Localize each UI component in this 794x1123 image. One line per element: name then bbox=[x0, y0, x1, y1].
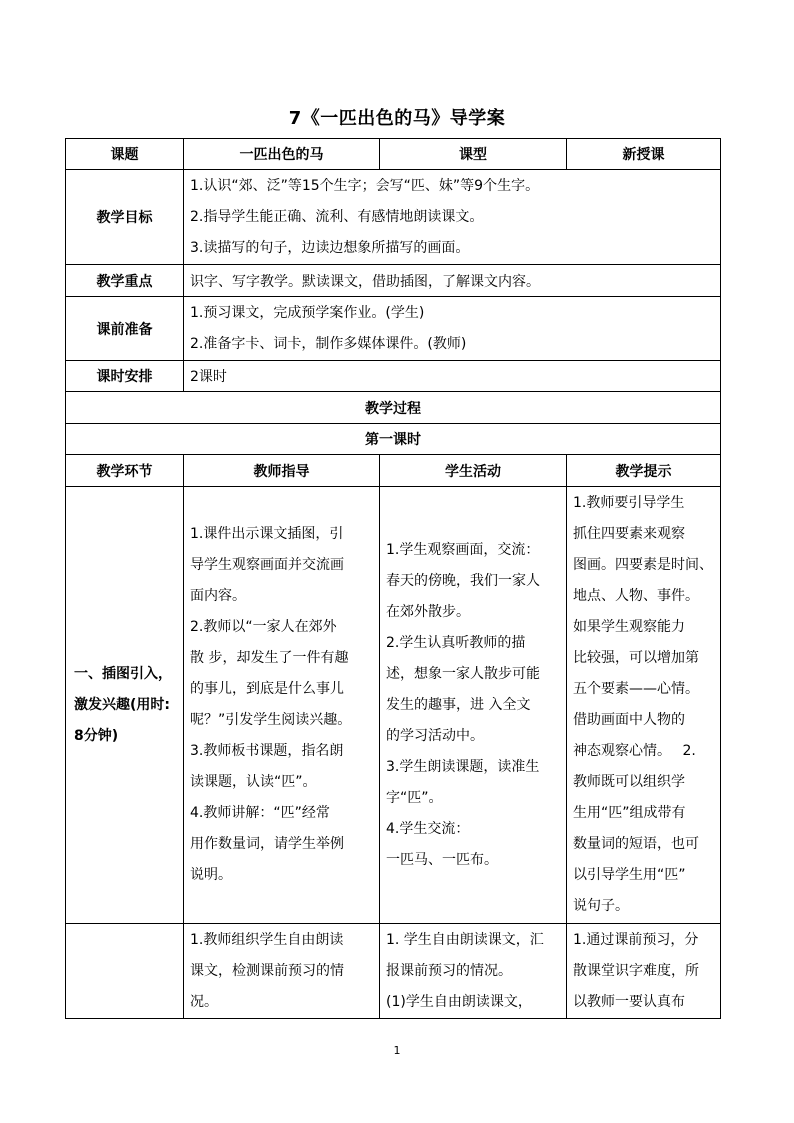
lesson-plan-table bbox=[65, 138, 721, 1019]
tip-line: 以教师一要认真布 bbox=[573, 993, 685, 1010]
column-header: 学生活动 bbox=[380, 455, 567, 487]
schedule-label: 课时安排 bbox=[66, 361, 184, 392]
section2-student bbox=[380, 924, 567, 1019]
teacher-line: 1.教师组织学生自由朗读 bbox=[190, 931, 344, 948]
focus-label: 教学重点 bbox=[66, 265, 184, 297]
teacher-line: 况。 bbox=[190, 993, 218, 1010]
prep-content bbox=[184, 297, 721, 361]
document-title: 7《一匹出色的马》导学案 bbox=[288, 108, 506, 129]
focus-content: 识字、写字教学。默读课文，借助插图，了解课文内容。 bbox=[184, 265, 721, 297]
teacher-line: 课文，检测课前预习的情 bbox=[190, 962, 344, 979]
goals-row bbox=[66, 170, 721, 265]
student-line: 春天的傍晚，我们一家人 bbox=[386, 572, 540, 589]
tip-line: 说句子。 bbox=[573, 898, 629, 914]
student-line: 1. 学生自由朗读课文，汇 bbox=[386, 931, 544, 948]
tip-line: 神态观察心情。 2. bbox=[573, 743, 696, 759]
teacher-line: 3.教师板书课题，指名朗 bbox=[190, 743, 344, 759]
teacher-line: 用作数量词，请学生举例 bbox=[190, 836, 344, 852]
schedule-row bbox=[66, 361, 721, 392]
student-line: 的学习活动中。 bbox=[386, 727, 484, 744]
stage-line: 一、插图引入， bbox=[74, 665, 172, 682]
teacher-line: 的事儿，到底是什么事儿 bbox=[190, 681, 344, 697]
tip-line: 抓住四要素来观察 bbox=[573, 526, 685, 542]
section1-teacher bbox=[184, 487, 380, 924]
page-number: 1 bbox=[393, 1044, 401, 1057]
tip-line: 生用“匹”组成带有 bbox=[573, 805, 686, 821]
tip-line: 以引导学生用“匹” bbox=[573, 867, 686, 883]
student-line: 3.学生朗读课题，读准生 bbox=[386, 758, 540, 775]
student-line: (1)学生自由朗读课文， bbox=[386, 993, 532, 1010]
student-line: 述，想象一家人散步可能 bbox=[386, 665, 540, 682]
teacher-line: 导学生观察画面并交流画 bbox=[190, 557, 344, 573]
topic-row bbox=[66, 139, 721, 170]
column-header-row bbox=[66, 455, 721, 487]
section2-stage bbox=[66, 924, 184, 1019]
section2-row bbox=[66, 924, 721, 1019]
student-line: 一匹马、一匹布。 bbox=[386, 851, 498, 868]
teacher-line: 说明。 bbox=[190, 867, 232, 883]
schedule-value: 2课时 bbox=[184, 361, 721, 392]
teacher-line: 4.教师讲解：“匹”经常 bbox=[190, 805, 330, 821]
goal-item: 1.认识“郊、泛”等15个生字；会写“匹、妹”等9个生字。 bbox=[190, 177, 540, 194]
prep-row bbox=[66, 297, 721, 361]
section1-row bbox=[66, 487, 721, 924]
student-line: 4.学生交流： bbox=[386, 820, 470, 837]
stage-line: 8分钟) bbox=[74, 727, 119, 744]
teacher-line: 2.教师以“一家人在郊外 bbox=[190, 619, 337, 635]
teacher-line: 呢？”引发学生阅读兴趣。 bbox=[190, 712, 352, 728]
topic-label: 课题 bbox=[66, 139, 184, 170]
tip-line: 教师既可以组织学 bbox=[573, 774, 685, 790]
column-header: 教师指导 bbox=[184, 455, 380, 487]
student-line: 字“匹”。 bbox=[386, 789, 443, 806]
prep-item: 1.预习课文，完成预学案作业。(学生) bbox=[190, 304, 425, 321]
focus-row bbox=[66, 265, 721, 297]
section1-tips bbox=[567, 487, 721, 924]
teacher-line: 散 步，却发生了一件有趣 bbox=[190, 650, 349, 666]
goal-item: 3.读描写的句子，边读边想象所描写的画面。 bbox=[190, 239, 470, 256]
teacher-line: 读课题，认读“匹”。 bbox=[190, 774, 317, 790]
tip-line: 1.教师要引导学生 bbox=[573, 495, 685, 511]
process-title: 教学过程 bbox=[66, 392, 721, 424]
goals-label: 教学目标 bbox=[66, 170, 184, 265]
section2-teacher bbox=[184, 924, 380, 1019]
tip-line: 如果学生观察能力 bbox=[573, 619, 685, 635]
student-line: 报课前预习的情况。 bbox=[386, 962, 512, 979]
tip-line: 散课堂识字难度，所 bbox=[573, 962, 699, 979]
tip-line: 1.通过课前预习，分 bbox=[573, 931, 699, 948]
column-header: 教学环节 bbox=[66, 455, 184, 487]
column-header: 教学提示 bbox=[567, 455, 721, 487]
type-label: 课型 bbox=[380, 139, 567, 170]
lesson-title: 第一课时 bbox=[66, 424, 721, 455]
tip-line: 数量词的短语，也可 bbox=[573, 836, 699, 852]
goal-item: 2.指导学生能正确、流利、有感情地朗读课文。 bbox=[190, 208, 484, 225]
tip-line: 地点、人物、事件。 bbox=[573, 588, 699, 604]
tip-line: 图画。四要素是时间、 bbox=[573, 557, 713, 573]
stage-line: 激发兴趣(用时: bbox=[74, 696, 170, 713]
process-title-row bbox=[66, 392, 721, 424]
student-line: 1.学生观察画面，交流： bbox=[386, 541, 540, 558]
student-line: 在郊外散步。 bbox=[386, 603, 470, 620]
lesson-title-row bbox=[66, 424, 721, 455]
type-value: 新授课 bbox=[567, 139, 721, 170]
student-line: 2.学生认真听教师的描 bbox=[386, 634, 526, 651]
topic-value: 一匹出色的马 bbox=[184, 139, 380, 170]
teacher-line: 面内容。 bbox=[190, 588, 246, 604]
prep-item: 2.准备字卡、词卡，制作多媒体课件。(教师) bbox=[190, 335, 467, 352]
student-line: 发生的趣事，进 入全文 bbox=[386, 696, 531, 713]
section2-tips bbox=[567, 924, 721, 1019]
section1-student bbox=[380, 487, 567, 924]
teacher-line: 1.课件出示课文插图，引 bbox=[190, 526, 344, 542]
prep-label: 课前准备 bbox=[66, 297, 184, 361]
tip-line: 借助画面中人物的 bbox=[573, 712, 685, 728]
goals-content bbox=[184, 170, 721, 265]
tip-line: 比较强，可以增加第 bbox=[573, 650, 699, 666]
tip-line: 五个要素——心情。 bbox=[573, 681, 699, 697]
section1-stage bbox=[66, 487, 184, 924]
